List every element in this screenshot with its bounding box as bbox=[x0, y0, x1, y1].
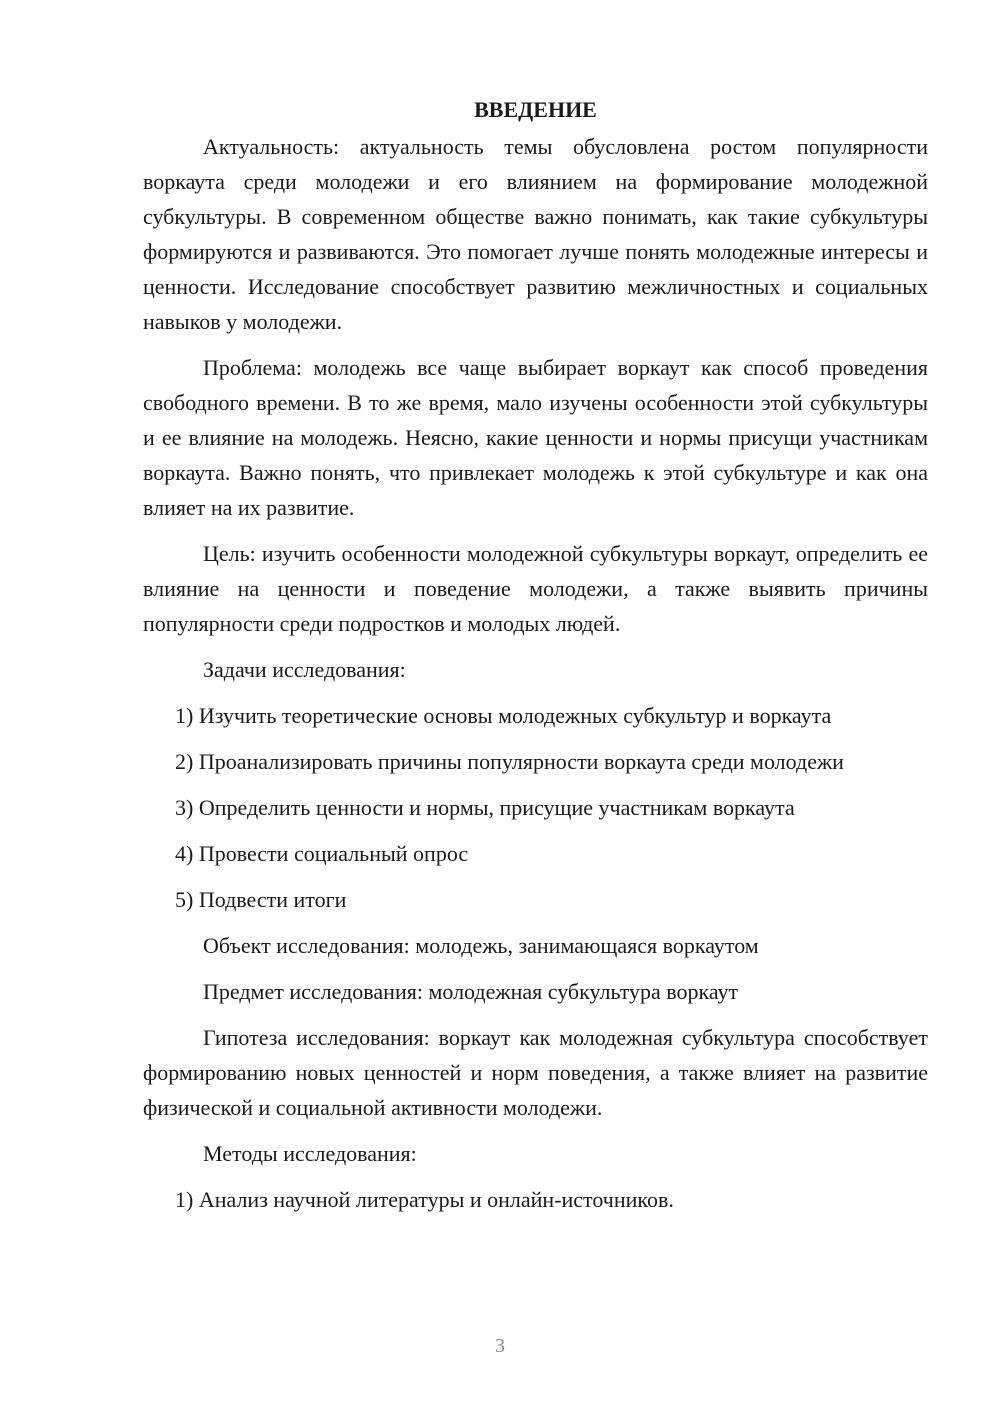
subject-paragraph: Предмет исследования: молодежная субкультура воркаут bbox=[203, 979, 739, 1004]
document-page bbox=[143, 92, 928, 1217]
task-item: 5) Подвести итоги bbox=[175, 887, 347, 912]
task-item: 4) Провести социальный опрос bbox=[175, 841, 469, 866]
page-number: 3 bbox=[495, 1335, 505, 1357]
task-item: 1) Изучить теоретические основы молодежных субкультур и воркаута bbox=[175, 703, 832, 728]
page-title: ВВЕДЕНИЕ bbox=[474, 97, 597, 122]
problem-paragraph: Проблема: молодежь все чаще выбирает воркаут как способ проведения свободного времени. В то же время, мало изучены особенности этой субкультуры и ее влияние на молодежь. Неясно, какие ценности и нормы присущи участникам воркаута. Важно понять, что привлекает молодежь к этой субкультуре и как она влияет на их развитие. bbox=[143, 355, 928, 520]
method-item: 1) Анализ научной литературы и онлайн-источников. bbox=[175, 1187, 674, 1212]
goal-paragraph: Цель: изучить особенности молодежной субкультуры воркаут, определить ее влияние на ценности и поведение молодежи, а также выявить причины популярности среди подростков и молодых людей. bbox=[143, 541, 928, 636]
tasks-heading: Задачи исследования: bbox=[203, 657, 406, 682]
relevance-paragraph: Актуальность: актуальность темы обусловлена ростом популярности воркаута среди молодежи и его влиянием на формирование молодежной субкультуры. В современном обществе важно понимать, как такие субкультуры формируются и развиваются. Это помогает лучше понять молодежные интересы и ценности. Исследование способствует развитию межличностных и социальных навыков у молодежи. bbox=[143, 134, 928, 334]
task-item: 2) Проанализировать причины популярности воркаута среди молодежи bbox=[175, 749, 844, 774]
task-item: 3) Определить ценности и нормы, присущие участникам воркаута bbox=[175, 795, 795, 820]
object-paragraph: Объект исследования: молодежь, занимающаяся воркаутом bbox=[203, 933, 759, 958]
methods-heading: Методы исследования: bbox=[203, 1141, 417, 1166]
hypothesis-paragraph: Гипотеза исследования: воркаут как молодежная субкультура способствует формированию новых ценностей и норм поведения, а также влияет на развитие физической и социальной активности молодежи. bbox=[143, 1025, 928, 1120]
